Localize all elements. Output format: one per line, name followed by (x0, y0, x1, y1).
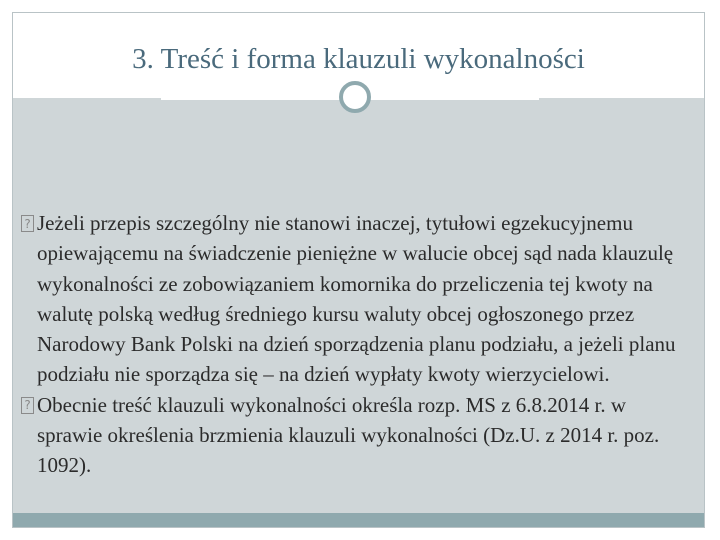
bullet-list (21, 208, 691, 481)
missing-glyph-bullet-icon: ? (21, 215, 34, 232)
content-area (13, 98, 704, 515)
bullet-item (21, 208, 691, 390)
bullet-text: Jeżeli przepis szczególny nie stanowi inaczej, tytułowi egzekucyjnemu opiewającemu na świadczenie pieniężne w walucie obcej sąd nada klauzulę wykonalności ze zobowiązaniem komornika do przeliczenia tej kwoty na walutę polską według średniego kursu waluty obcej ogłoszonego przez Narodowy Bank Polski na dzień sporządzenia planu podziału, a jeżeli planu podziału nie sporządza się – na dzień wypłaty kwoty wierzycielowi. (37, 211, 676, 387)
bottom-accent-band (13, 513, 704, 527)
bullet-text: Obecnie treść klauzuli wykonalności określa rozp. MS z 6.8.2014 r. w sprawie określenia brzmienia klauzuli wykonalności (Dz.U. z 2014 r. poz. 1092). (37, 392, 660, 478)
slide-title: 3. Treść i forma klauzuli wykonalności (132, 43, 585, 75)
slide (12, 12, 705, 528)
missing-glyph-bullet-icon: ? (21, 397, 34, 414)
decorative-circle-icon (339, 81, 371, 113)
bullet-item (21, 390, 691, 481)
